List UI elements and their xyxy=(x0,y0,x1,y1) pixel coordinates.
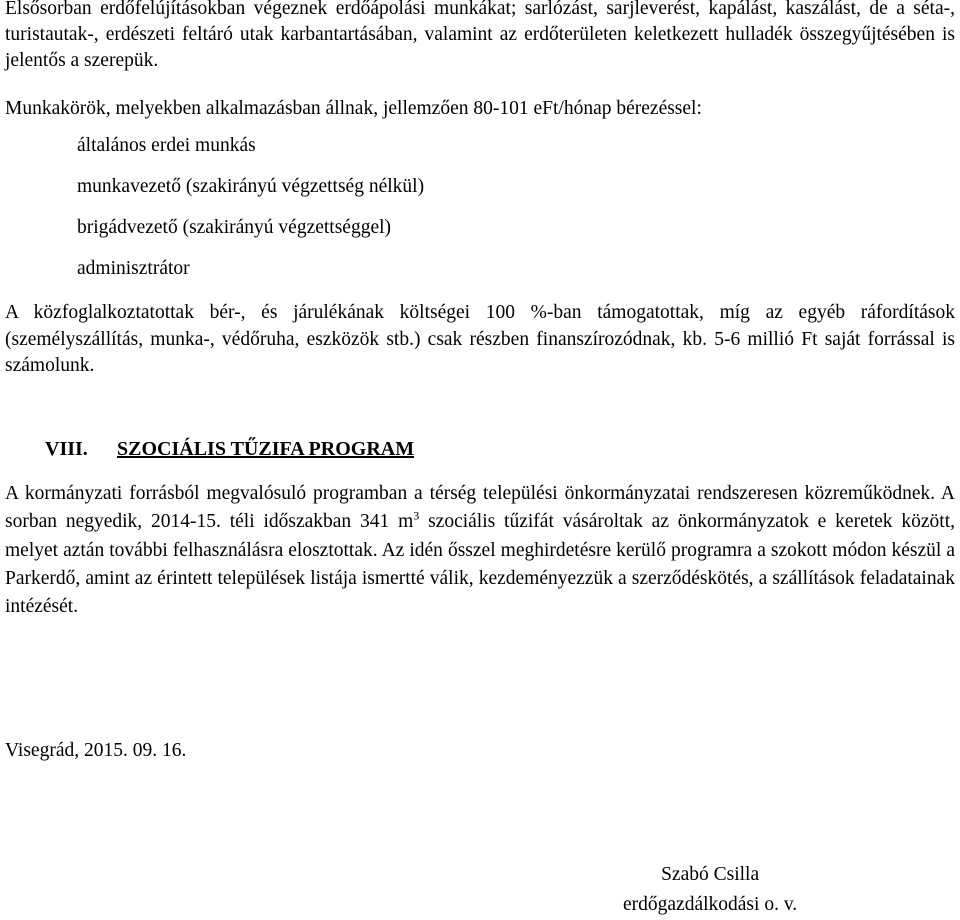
paragraph-firewood-program xyxy=(5,480,955,621)
dateline: Visegrád, 2015. 09. 16. xyxy=(5,740,187,761)
list-item: általános erdei munkás xyxy=(77,135,256,156)
list-item: munkavezető (szakirányú végzettség nélkül) xyxy=(77,176,425,197)
paragraph-costs: A közfoglalkoztatottak bér-, és járulékának költségei 100 %-ban támogatottak, míg az egyéb ráfordítások (személyszállítás, munka-, védőruha, eszközök stb.) csak részben finanszírozódnak, kb. 5-6 millió Ft saját forrással is számolunk. xyxy=(5,302,955,376)
signature-block xyxy=(623,860,797,920)
signature-title: erdőgazdálkodási o. v. xyxy=(623,894,798,915)
cubic-superscript: 3 xyxy=(413,508,420,523)
list-item: brigádvezető (szakirányú végzettséggel) xyxy=(77,217,392,238)
paragraph-job-roles-intro: Munkakörök, melyekben alkalmazásban állnak, jellemzően 80-101 eFt/hónap bérezéssel: xyxy=(5,98,702,119)
section-heading xyxy=(45,438,414,461)
paragraph-firewood-part-b: szociális tűzifát vásároltak az önkormányzatok e keretek között, melyet aztán további felhasználásra elosztottak. Az idén ősszel meghirdetésre kerülő programra a szokott módon készül a Parkerdő, amint az érintett települések listája ismertté válik, kezdeményezzük a szerződéskötés, a szállítások feladatainak intézését. xyxy=(5,511,955,618)
section-title: SZOCIÁLIS TŰZIFA PROGRAM xyxy=(117,438,415,460)
signature-name: Szabó Csilla xyxy=(661,864,760,885)
paragraph-forest-maintenance: Elsősorban erdőfelújításokban végeznek erdőápolási munkákat; sarlózást, sarjleverést, kapálást, kaszálást, de a séta-, turistautak-, erdészeti feltáró utak karbantartásában, valamint az erdőterületen keletkezett hulladék összegyűjtésében is jelentős a szerepük. xyxy=(5,0,955,71)
paragraph-firewood-part-a: A kormányzati forrásból megvalósuló programban a térség települési önkormányzatai rendszeresen közreműködnek. A sorban negyedik, 2014-15. téli időszakban 341 m xyxy=(5,483,955,533)
section-number: VIII. xyxy=(45,438,88,460)
job-roles-list xyxy=(77,133,424,297)
list-item: adminisztrátor xyxy=(77,258,190,279)
